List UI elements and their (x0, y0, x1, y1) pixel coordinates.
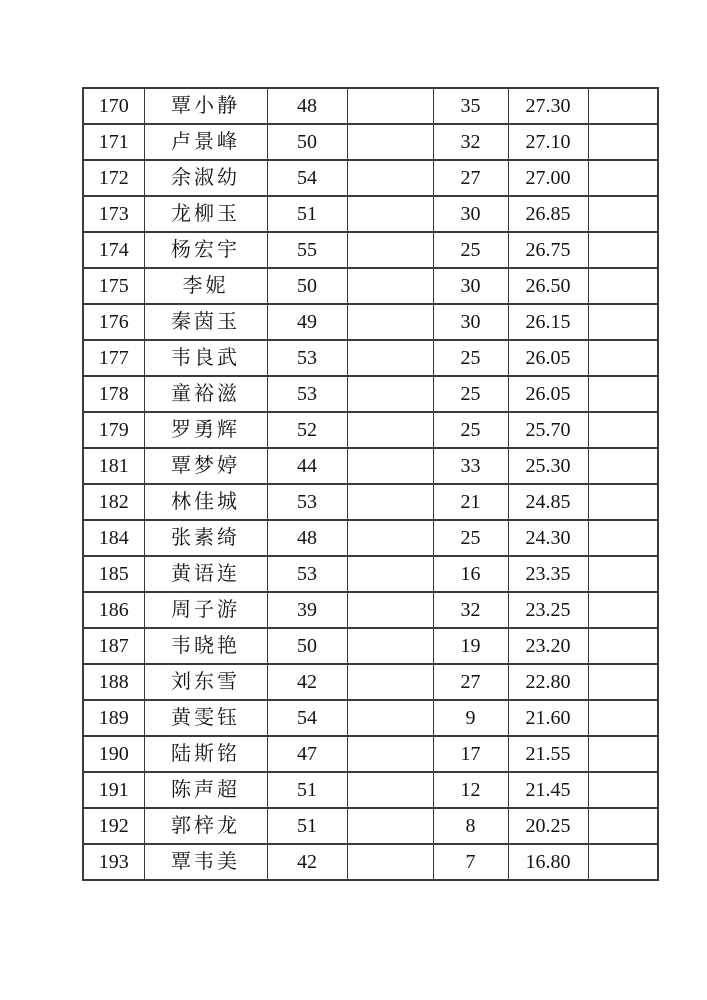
table-cell-person-name: 覃韦美 (144, 844, 267, 880)
table-cell-blank-b (588, 844, 658, 880)
table-cell-blank-b (588, 376, 658, 412)
table-cell-serial-number: 191 (83, 772, 144, 808)
table-cell-person-name: 刘东雪 (144, 664, 267, 700)
table-cell-serial-number: 192 (83, 808, 144, 844)
table-cell-person-name: 秦茵玉 (144, 304, 267, 340)
table-cell-person-name: 张素绮 (144, 520, 267, 556)
table-cell-serial-number: 174 (83, 232, 144, 268)
table-cell-blank-a (347, 448, 433, 484)
table-cell-count-b: 21 (433, 484, 508, 520)
table-cell-person-name: 杨宏宇 (144, 232, 267, 268)
table-cell-blank-a (347, 340, 433, 376)
table-row (83, 628, 658, 664)
table-cell-person-name: 童裕滋 (144, 376, 267, 412)
roster-table-body (83, 88, 658, 880)
table-cell-count-b: 19 (433, 628, 508, 664)
table-cell-person-name: 陈声超 (144, 772, 267, 808)
table-cell-serial-number: 186 (83, 592, 144, 628)
table-cell-score: 21.55 (508, 736, 588, 772)
table-row (83, 412, 658, 448)
table-cell-score: 26.15 (508, 304, 588, 340)
table-cell-count-b: 27 (433, 160, 508, 196)
table-cell-score: 24.85 (508, 484, 588, 520)
table-cell-count-a: 39 (267, 592, 347, 628)
table-cell-blank-b (588, 520, 658, 556)
table-cell-score: 25.70 (508, 412, 588, 448)
table-cell-count-b: 12 (433, 772, 508, 808)
table-cell-blank-a (347, 484, 433, 520)
table-cell-blank-a (347, 772, 433, 808)
table-cell-person-name: 黄语连 (144, 556, 267, 592)
table-cell-score: 23.35 (508, 556, 588, 592)
table-cell-serial-number: 189 (83, 700, 144, 736)
table-cell-score: 26.85 (508, 196, 588, 232)
table-cell-count-a: 54 (267, 160, 347, 196)
table-cell-count-a: 54 (267, 700, 347, 736)
table-row (83, 772, 658, 808)
table-cell-score: 16.80 (508, 844, 588, 880)
table-cell-score: 24.30 (508, 520, 588, 556)
table-cell-count-a: 48 (267, 88, 347, 124)
table-row (83, 520, 658, 556)
table-cell-person-name: 李妮 (144, 268, 267, 304)
table-cell-count-a: 49 (267, 304, 347, 340)
table-row (83, 124, 658, 160)
table-cell-count-a: 42 (267, 844, 347, 880)
table-cell-serial-number: 182 (83, 484, 144, 520)
table-cell-count-b: 30 (433, 196, 508, 232)
table-cell-serial-number: 173 (83, 196, 144, 232)
table-cell-blank-a (347, 232, 433, 268)
table-cell-serial-number: 187 (83, 628, 144, 664)
table-cell-serial-number: 172 (83, 160, 144, 196)
table-cell-count-b: 25 (433, 232, 508, 268)
table-cell-blank-a (347, 124, 433, 160)
table-cell-count-b: 17 (433, 736, 508, 772)
table-cell-person-name: 郭梓龙 (144, 808, 267, 844)
table-row (83, 196, 658, 232)
table-cell-blank-b (588, 484, 658, 520)
table-cell-count-a: 51 (267, 196, 347, 232)
table-row (83, 556, 658, 592)
table-row (83, 808, 658, 844)
table-cell-score: 20.25 (508, 808, 588, 844)
table-cell-count-b: 25 (433, 520, 508, 556)
table-cell-serial-number: 190 (83, 736, 144, 772)
table-row (83, 232, 658, 268)
table-cell-count-b: 7 (433, 844, 508, 880)
table-cell-blank-b (588, 664, 658, 700)
table-cell-person-name: 余淑幼 (144, 160, 267, 196)
table-row (83, 664, 658, 700)
table-row (83, 448, 658, 484)
table-cell-score: 26.05 (508, 340, 588, 376)
table-cell-serial-number: 185 (83, 556, 144, 592)
table-cell-count-a: 51 (267, 808, 347, 844)
table-cell-blank-a (347, 736, 433, 772)
table-cell-person-name: 韦良武 (144, 340, 267, 376)
table-cell-score: 25.30 (508, 448, 588, 484)
table-cell-score: 21.45 (508, 772, 588, 808)
table-cell-count-a: 52 (267, 412, 347, 448)
table-cell-blank-a (347, 160, 433, 196)
table-cell-blank-b (588, 592, 658, 628)
table-cell-blank-b (588, 304, 658, 340)
table-row (83, 268, 658, 304)
table-row (83, 340, 658, 376)
table-cell-count-a: 50 (267, 268, 347, 304)
table-cell-count-a: 44 (267, 448, 347, 484)
table-cell-serial-number: 181 (83, 448, 144, 484)
table-cell-person-name: 龙柳玉 (144, 196, 267, 232)
table-cell-count-b: 32 (433, 124, 508, 160)
table-cell-count-a: 53 (267, 376, 347, 412)
table-row (83, 844, 658, 880)
table-cell-blank-b (588, 232, 658, 268)
table-cell-count-a: 50 (267, 124, 347, 160)
table-cell-blank-a (347, 88, 433, 124)
table-cell-serial-number: 170 (83, 88, 144, 124)
table-cell-score: 22.80 (508, 664, 588, 700)
table-cell-score: 27.30 (508, 88, 588, 124)
table-row (83, 304, 658, 340)
table-cell-count-a: 51 (267, 772, 347, 808)
table-cell-person-name: 覃梦婷 (144, 448, 267, 484)
table-cell-blank-b (588, 556, 658, 592)
table-cell-count-b: 25 (433, 412, 508, 448)
table-cell-blank-a (347, 520, 433, 556)
table-cell-blank-b (588, 340, 658, 376)
table-cell-count-a: 53 (267, 484, 347, 520)
table-cell-count-b: 35 (433, 88, 508, 124)
table-cell-count-b: 16 (433, 556, 508, 592)
table-cell-score: 27.10 (508, 124, 588, 160)
table-cell-blank-b (588, 196, 658, 232)
table-cell-blank-a (347, 592, 433, 628)
table-cell-count-b: 30 (433, 268, 508, 304)
table-cell-serial-number: 176 (83, 304, 144, 340)
table-cell-blank-b (588, 772, 658, 808)
table-cell-person-name: 覃小静 (144, 88, 267, 124)
table-row (83, 376, 658, 412)
table-cell-count-a: 47 (267, 736, 347, 772)
roster-table (82, 87, 659, 881)
table-row (83, 700, 658, 736)
table-cell-blank-a (347, 556, 433, 592)
table-cell-blank-a (347, 700, 433, 736)
table-cell-score: 21.60 (508, 700, 588, 736)
table-cell-count-a: 48 (267, 520, 347, 556)
table-cell-blank-b (588, 88, 658, 124)
table-cell-blank-a (347, 196, 433, 232)
table-cell-person-name: 卢景峰 (144, 124, 267, 160)
table-cell-count-b: 25 (433, 340, 508, 376)
table-cell-blank-b (588, 448, 658, 484)
table-cell-count-a: 50 (267, 628, 347, 664)
table-cell-score: 23.20 (508, 628, 588, 664)
table-cell-score: 27.00 (508, 160, 588, 196)
table-cell-blank-a (347, 628, 433, 664)
table-cell-serial-number: 178 (83, 376, 144, 412)
table-cell-blank-a (347, 808, 433, 844)
table-cell-blank-a (347, 268, 433, 304)
table-cell-blank-a (347, 412, 433, 448)
table-cell-count-b: 30 (433, 304, 508, 340)
table-cell-person-name: 黄雯钰 (144, 700, 267, 736)
table-cell-blank-b (588, 808, 658, 844)
table-cell-serial-number: 184 (83, 520, 144, 556)
table-cell-blank-b (588, 268, 658, 304)
table-cell-blank-a (347, 376, 433, 412)
table-row (83, 484, 658, 520)
table-cell-person-name: 陆斯铭 (144, 736, 267, 772)
table-cell-blank-a (347, 844, 433, 880)
table-cell-count-b: 8 (433, 808, 508, 844)
table-cell-person-name: 韦晓艳 (144, 628, 267, 664)
table-cell-serial-number: 188 (83, 664, 144, 700)
table-cell-person-name: 周子游 (144, 592, 267, 628)
table-cell-person-name: 林佳城 (144, 484, 267, 520)
table-cell-count-a: 53 (267, 556, 347, 592)
table-cell-score: 23.25 (508, 592, 588, 628)
table-cell-count-b: 25 (433, 376, 508, 412)
table-cell-blank-b (588, 736, 658, 772)
table-cell-count-b: 32 (433, 592, 508, 628)
table-cell-score: 26.05 (508, 376, 588, 412)
table-cell-blank-a (347, 664, 433, 700)
table-cell-blank-b (588, 160, 658, 196)
table-cell-count-a: 42 (267, 664, 347, 700)
table-cell-count-b: 33 (433, 448, 508, 484)
table-cell-score: 26.50 (508, 268, 588, 304)
table-cell-blank-b (588, 628, 658, 664)
table-cell-count-a: 55 (267, 232, 347, 268)
table-row (83, 88, 658, 124)
table-cell-count-a: 53 (267, 340, 347, 376)
table-cell-blank-b (588, 412, 658, 448)
table-cell-serial-number: 175 (83, 268, 144, 304)
table-cell-count-b: 27 (433, 664, 508, 700)
table-cell-blank-b (588, 124, 658, 160)
table-cell-blank-b (588, 700, 658, 736)
table-cell-person-name: 罗勇辉 (144, 412, 267, 448)
table-cell-count-b: 9 (433, 700, 508, 736)
table-cell-score: 26.75 (508, 232, 588, 268)
table-cell-serial-number: 193 (83, 844, 144, 880)
table-cell-serial-number: 171 (83, 124, 144, 160)
table-cell-serial-number: 179 (83, 412, 144, 448)
table-row (83, 160, 658, 196)
table-row (83, 736, 658, 772)
table-row (83, 592, 658, 628)
table-cell-serial-number: 177 (83, 340, 144, 376)
table-cell-blank-a (347, 304, 433, 340)
